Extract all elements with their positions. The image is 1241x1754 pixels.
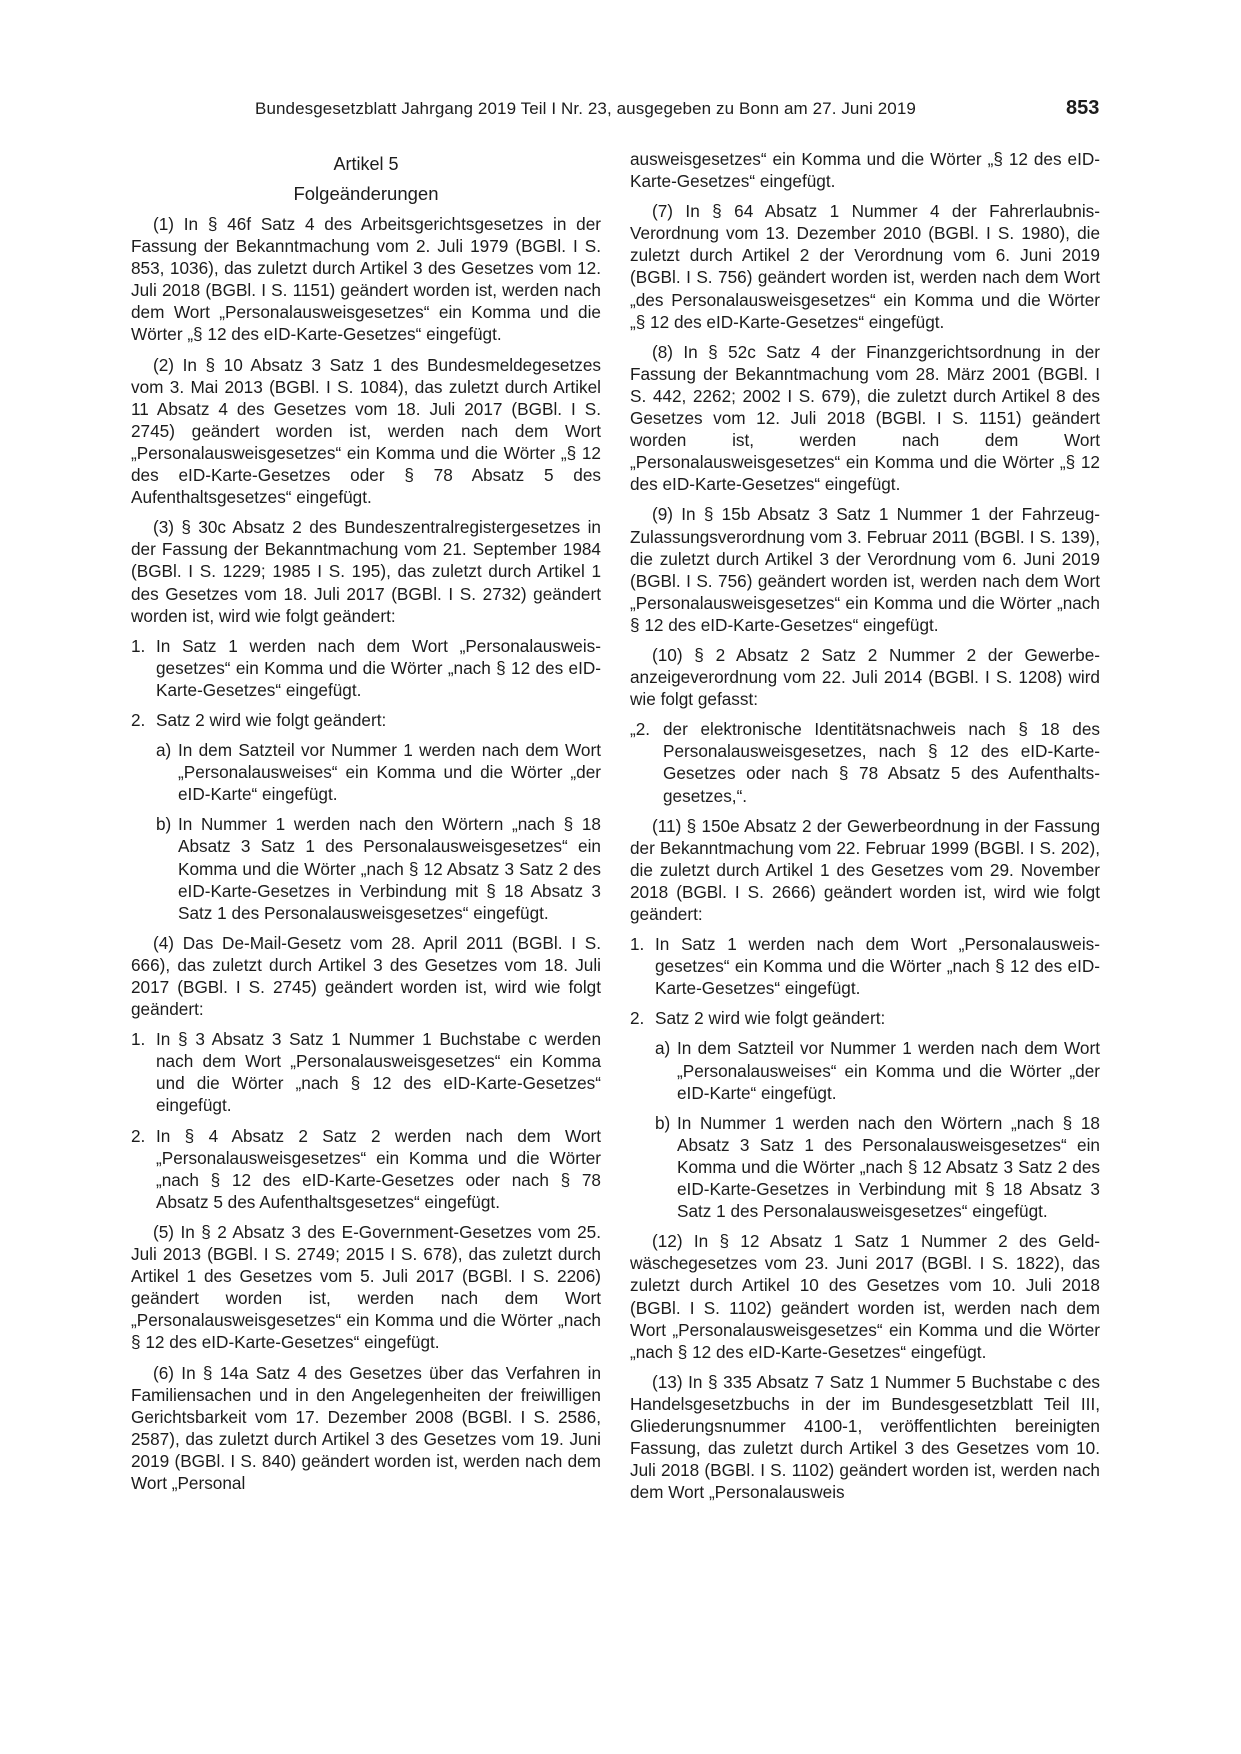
paragraph-4: (4) Das De-Mail-Gesetz vom 28. April 2011 (BGBl. I S. 666), das zuletzt durch Artikel 3 des Gesetzes vom 18. Juli 2017 (BGBl. I S. 2745) geändert worden ist, wird wie folgt geändert: — [131, 932, 601, 1020]
sub-list-item — [630, 1037, 1100, 1103]
paragraph-1: (1) In § 46f Satz 4 des Arbeitsgerichtsgesetzes in der Fassung der Bekanntmachung vom 2. Juli 1979 (BGBl. I S. 853, 1036), das zuletzt durch Artikel 3 des Gesetzes vom 12. Juli 2018 (BGBl. I S. 1151) geändert worden ist, werden nach dem Wort „Personalausweisgesetzes“ ein Komma und die Wörter „§ 12 des eID-Karte-Gesetzes“ eingefügt. — [131, 214, 601, 345]
list-item-text: Satz 2 wird wie folgt geändert: — [156, 709, 387, 730]
list-item — [131, 709, 601, 731]
right-column — [630, 148, 1100, 1511]
article-subtitle: Folgeänderungen — [293, 183, 439, 204]
list-item-number: 2. — [131, 709, 146, 730]
sub-list-item-text: In dem Satzteil vor Nummer 1 werden nach dem Wort „Personalausweises“ ein Komma und die Wörter „der eID-Karte“ eingefügt. — [677, 1038, 1100, 1103]
quoted-item — [630, 718, 1100, 806]
left-column — [131, 150, 601, 1502]
quoted-item-number: „2. — [630, 719, 651, 740]
paragraph-7: (7) In § 64 Absatz 1 Nummer 4 der Fahrerlaubnis-Verordnung vom 13. Dezember 2010 (BGBl. I S. 1980), die zuletzt durch Artikel 2 der Verordnung vom 6. Juni 2019 (BGBl. I S. 756) geändert worden ist, werden nach dem Wort „des Personalausweisgesetzes“ ein Komma und die Wörter „§ 12 des eID-Karte-Gesetzes“ eingefügt. — [630, 201, 1100, 332]
paragraph-2: (2) In § 10 Absatz 3 Satz 1 des Bundesmeldegesetzes vom 3. Mai 2013 (BGBl. I S. 1084), das zuletzt durch Artikel 11 Absatz 4 des Gesetzes vom 18. Juli 2017 (BGBl. I S. 2745) geändert worden ist, werden nach dem Wort „Personalausweisgesetzes“ ein Komma und die Wörter „§ 12 des eID-Karte-Gesetzes oder § 78 Absatz 5 des Aufenthaltsgesetzes“ eingefügt. — [131, 354, 601, 508]
paragraph-3: (3) § 30c Absatz 2 des Bundeszentralregistergesetzes in der Fassung der Bekanntmachung vom 21. September 1984 (BGBl. I S. 1229; 1985 I S. 195), das zuletzt durch Artikel 1 des Gesetzes vom 18. Juli 2017 (BGBl. I S. 2732) geändert worden ist, wird wie folgt geändert: — [131, 517, 601, 626]
list-item — [131, 1028, 601, 1116]
list-item-text: In § 3 Absatz 3 Satz 1 Nummer 1 Buchstabe c werden nach dem Wort „Personalausweisgesetzes“ ein Komma und die Wörter „nach § 12 des eID-Karte-Gesetzes“ eingefügt. — [156, 1029, 601, 1116]
sub-list-item — [630, 1112, 1100, 1222]
list-item — [131, 635, 601, 701]
paragraph-6: (6) In § 14a Satz 4 des Gesetzes über das Verfahren in Familiensachen und in den Angelegenheiten der freiwilligen Gerichtsbarkeit vom 17. Dezember 2008 (BGBl. I S. 2586, 2587), das zuletzt durch Artikel 3 des Gesetzes vom 19. Juni 2019 (BGBl. I S. 840) geändert worden ist, werden nach dem Wort „Personal — [131, 1362, 601, 1493]
list-item-text: Satz 2 wird wie folgt geändert: — [655, 1008, 886, 1029]
list-item — [630, 1007, 1100, 1029]
sub-list-item-letter: b) — [156, 814, 172, 835]
paragraph-13: (13) In § 335 Absatz 7 Satz 1 Nummer 5 Buchstabe c des Handelsgesetzbuchs in der im Bundesgesetzblatt Teil III, Gliederungsnummer 4100-1, veröffentlichten bereinigten Fassung, das zuletzt durch Artikel 3 des Gesetzes vom 10. Juli 2018 (BGBl. I S. 1102) geändert worden ist, werden nach dem Wort „Personalausweis — [630, 1371, 1100, 1503]
list-item-number: 1. — [131, 1029, 146, 1050]
list-item-number: 1. — [131, 635, 146, 656]
list-item-text: In Satz 1 werden nach dem Wort „Personalausweisgesetzes“ ein Komma und die Wörter „nach § 12 des eID-Karte-Gesetzes“ eingefügt. — [655, 934, 1100, 999]
list-item — [131, 1125, 601, 1213]
paragraph-12: (12) In § 12 Absatz 1 Satz 1 Nummer 2 des Geldwäschegesetzes vom 23. Juni 2017 (BGBl. I S. 1822), das zuletzt durch Artikel 10 des Gesetzes vom 10. Juli 2018 (BGBl. I S. 1102) geändert worden ist, werden nach dem Wort „Personalausweisgesetzes“ ein Komma und die Wörter „nach § 12 des eID-Karte-Gesetzes“ eingefügt. — [630, 1231, 1100, 1362]
quoted-item-text: der elektronische Identitätsnachweis nach § 18 des Personalausweisgesetzes, nach § 12 des eID-Karte-Gesetzes oder nach § 78 Absatz 5 des Aufenthaltsgesetzes,“. — [663, 719, 1100, 806]
sub-list-item-letter: a) — [655, 1038, 671, 1059]
paragraph-6-continued: ausweisgesetzes“ ein Komma und die Wörter „§ 12 des eID-Karte-Gesetzes“ eingefügt. — [630, 149, 1100, 192]
sub-list-item-letter: b) — [655, 1112, 671, 1133]
sub-list-item — [131, 739, 601, 805]
list-item-number: 2. — [131, 1125, 146, 1146]
list-item-text: In Satz 1 werden nach dem Wort „Personalausweisgesetzes“ ein Komma und die Wörter „nach § 12 des eID-Karte-Gesetzes“ eingefügt. — [156, 635, 601, 700]
sub-list-item — [131, 813, 601, 923]
sub-list-item-letter: a) — [156, 740, 172, 761]
list-item-text: In § 4 Absatz 2 Satz 2 werden nach dem Wort „Personalausweisgesetzes“ ein Komma und die Wörter „nach § 12 des eID-Karte-Gesetzes oder nach § 78 Absatz 5 des Aufenthaltsgesetzes“ eingefügt. — [156, 1125, 601, 1212]
page-number: 853 — [1066, 97, 1100, 119]
article-title: Artikel 5 — [333, 154, 399, 174]
list-item-number: 1. — [630, 934, 645, 955]
paragraph-10: (10) § 2 Absatz 2 Satz 2 Nummer 2 der Gewerbeanzeigeverordnung vom 22. Juli 2014 (BGBl. I S. 1208) wird wie folgt gefasst: — [630, 644, 1100, 710]
sub-list-item-text: In Nummer 1 werden nach den Wörtern „nach § 18 Absatz 3 Satz 1 des Personalausweisgesetzes“ ein Komma und die Wörter „nach § 12 Absatz 3 Satz 2 des eID-Karte-Gesetzes in Verbindung mit § 18 Absatz 3 Satz 1 des Personalausweisgesetzes“ eingefügt. — [178, 814, 601, 923]
paragraph-5: (5) In § 2 Absatz 3 des E-Government-Gesetzes vom 25. Juli 2013 (BGBl. I S. 2749; 2015 I S. 678), das zuletzt durch Artikel 1 des Gesetzes vom 5. Juli 2017 (BGBl. I S. 2206) geändert worden ist, werden nach dem Wort „Personalausweisgesetzes“ ein Komma und die Wörter „nach § 12 des eID-Karte-Gesetzes“ eingefügt. — [131, 1221, 601, 1353]
list-item — [630, 933, 1100, 999]
sub-list-item-text: In dem Satzteil vor Nummer 1 werden nach dem Wort „Personalausweises“ ein Komma und die Wörter „der eID-Karte“ eingefügt. — [178, 740, 601, 805]
paragraph-8: (8) In § 52c Satz 4 der Finanzgerichtsordnung in der Fassung der Bekanntmachung vom 28. März 2001 (BGBl. I S. 442, 2262; 2002 I S. 679), die zuletzt durch Artikel 8 des Gesetzes vom 12. Juli 2018 (BGBl. I S. 1151) geändert worden ist, werden nach dem Wort „Personalausweisgesetzes“ ein Komma und die Wörter „§ 12 des eID-Karte-Gesetzes“ eingefügt. — [630, 341, 1100, 495]
paragraph-11: (11) § 150e Absatz 2 der Gewerbeordnung in der Fassung der Bekanntmachung vom 22. Februar 1999 (BGBl. I S. 202), die zuletzt durch Artikel 1 des Gesetzes vom 29. November 2018 (BGBl. I S. 2666) geändert worden ist, wird wie folgt geändert: — [630, 815, 1100, 924]
list-item-number: 2. — [630, 1008, 645, 1029]
running-header: Bundesgesetzblatt Jahrgang 2019 Teil I Nr. 23, ausgegeben zu Bonn am 27. Juni 2019 — [255, 99, 916, 118]
paragraph-9: (9) In § 15b Absatz 3 Satz 1 Nummer 1 der Fahrzeug-Zulassungsverordnung vom 3. Februar 2011 (BGBl. I S. 139), die zuletzt durch Artikel 3 der Verordnung vom 6. Juni 2019 (BGBl. I S. 756) geändert worden ist, werden nach dem Wort „Personalausweisgesetzes“ ein Komma und die Wörter „nach § 12 des eID-Karte-Gesetzes“ eingefügt. — [630, 504, 1100, 635]
sub-list-item-text: In Nummer 1 werden nach den Wörtern „nach § 18 Absatz 3 Satz 1 des Personalausweisgesetzes“ ein Komma und die Wörter „nach § 12 Absatz 3 Satz 2 des eID-Karte-Gesetzes in Verbindung mit § 18 Absatz 3 Satz 1 des Personalausweisgesetzes“ eingefügt. — [677, 1112, 1100, 1222]
